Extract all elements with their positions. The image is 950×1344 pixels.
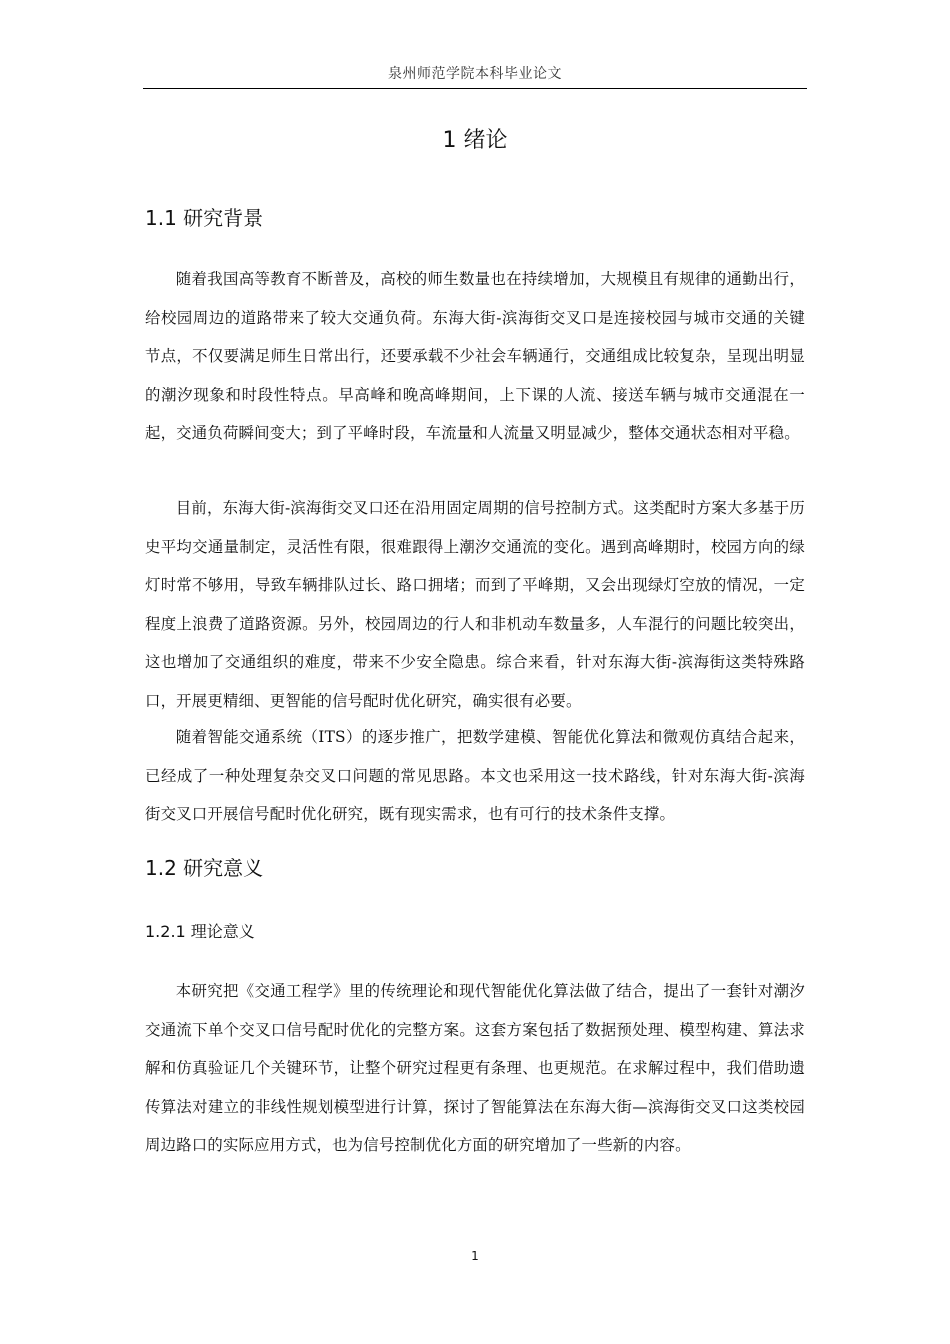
section-title-1-1: 1.1 研究背景 xyxy=(145,206,264,230)
paragraph-theory: 本研究把《交通工程学》里的传统理论和现代智能优化算法做了结合，提出了一套针对潮汐交通流下单个交叉口信号配时优化的完整方案。这套方案包括了数据预处理、模型构建、算法求解和仿真验证几个关键环节，让整个研究过程更有条理、也更规范。在求解过程中，我们借助遗传算法对建立的非线性规划模型进行计算，探讨了智能算法在东海大街—滨海街交叉口这类校园周边路口的实际应用方式，也为信号控制优化方面的研究增加了一些新的内容。 xyxy=(145,982,805,1154)
page-number: 1 xyxy=(471,1249,479,1263)
section-title-1-2: 1.2 研究意义 xyxy=(145,856,264,880)
paragraph-background-3: 随着智能交通系统（ITS）的逐步推广，把数学建模、智能优化算法和微观仿真结合起来，已经成了一种处理复杂交叉口问题的常见思路。本文也采用这一技术路线，针对东海大街-滨海街交叉口开展信号配时优化研究，既有现实需求，也有可行的技术条件支撑。 xyxy=(145,728,805,823)
header-rule xyxy=(143,88,807,89)
paragraph-background-2: 目前，东海大街-滨海街交叉口还在沿用固定周期的信号控制方式。这类配时方案大多基于历史平均交通量制定，灵活性有限，很难跟得上潮汐交通流的变化。遇到高峰期时，校园方向的绿灯时常不够用，导致车辆排队过长、路口拥堵；而到了平峰期，又会出现绿灯空放的情况，一定程度上浪费了道路资源。另外，校园周边的行人和非机动车数量多，人车混行的问题比较突出，这也增加了交通组织的难度，带来不少安全隐患。综合来看，针对东海大街-滨海街这类特殊路口，开展更精细、更智能的信号配时优化研究，确实很有必要。 xyxy=(145,499,805,710)
running-header: 泉州师范学院本科毕业论文 xyxy=(388,66,562,82)
chapter-title: 1 绪论 xyxy=(442,128,508,153)
subsection-title-1-2-1: 1.2.1 理论意义 xyxy=(145,922,255,941)
paragraph-background-1: 随着我国高等教育不断普及，高校的师生数量也在持续增加，大规模且有规律的通勤出行，给校园周边的道路带来了较大交通负荷。东海大街-滨海街交叉口是连接校园与城市交通的关键节点，不仅要满足师生日常出行，还要承载不少社会车辆通行，交通组成比较复杂，呈现出明显的潮汐现象和时段性特点。早高峰和晚高峰期间，上下课的人流、接送车辆与城市交通混在一起，交通负荷瞬间变大；到了平峰时段，车流量和人流量又明显减少，整体交通状态相对平稳。 xyxy=(145,270,805,442)
